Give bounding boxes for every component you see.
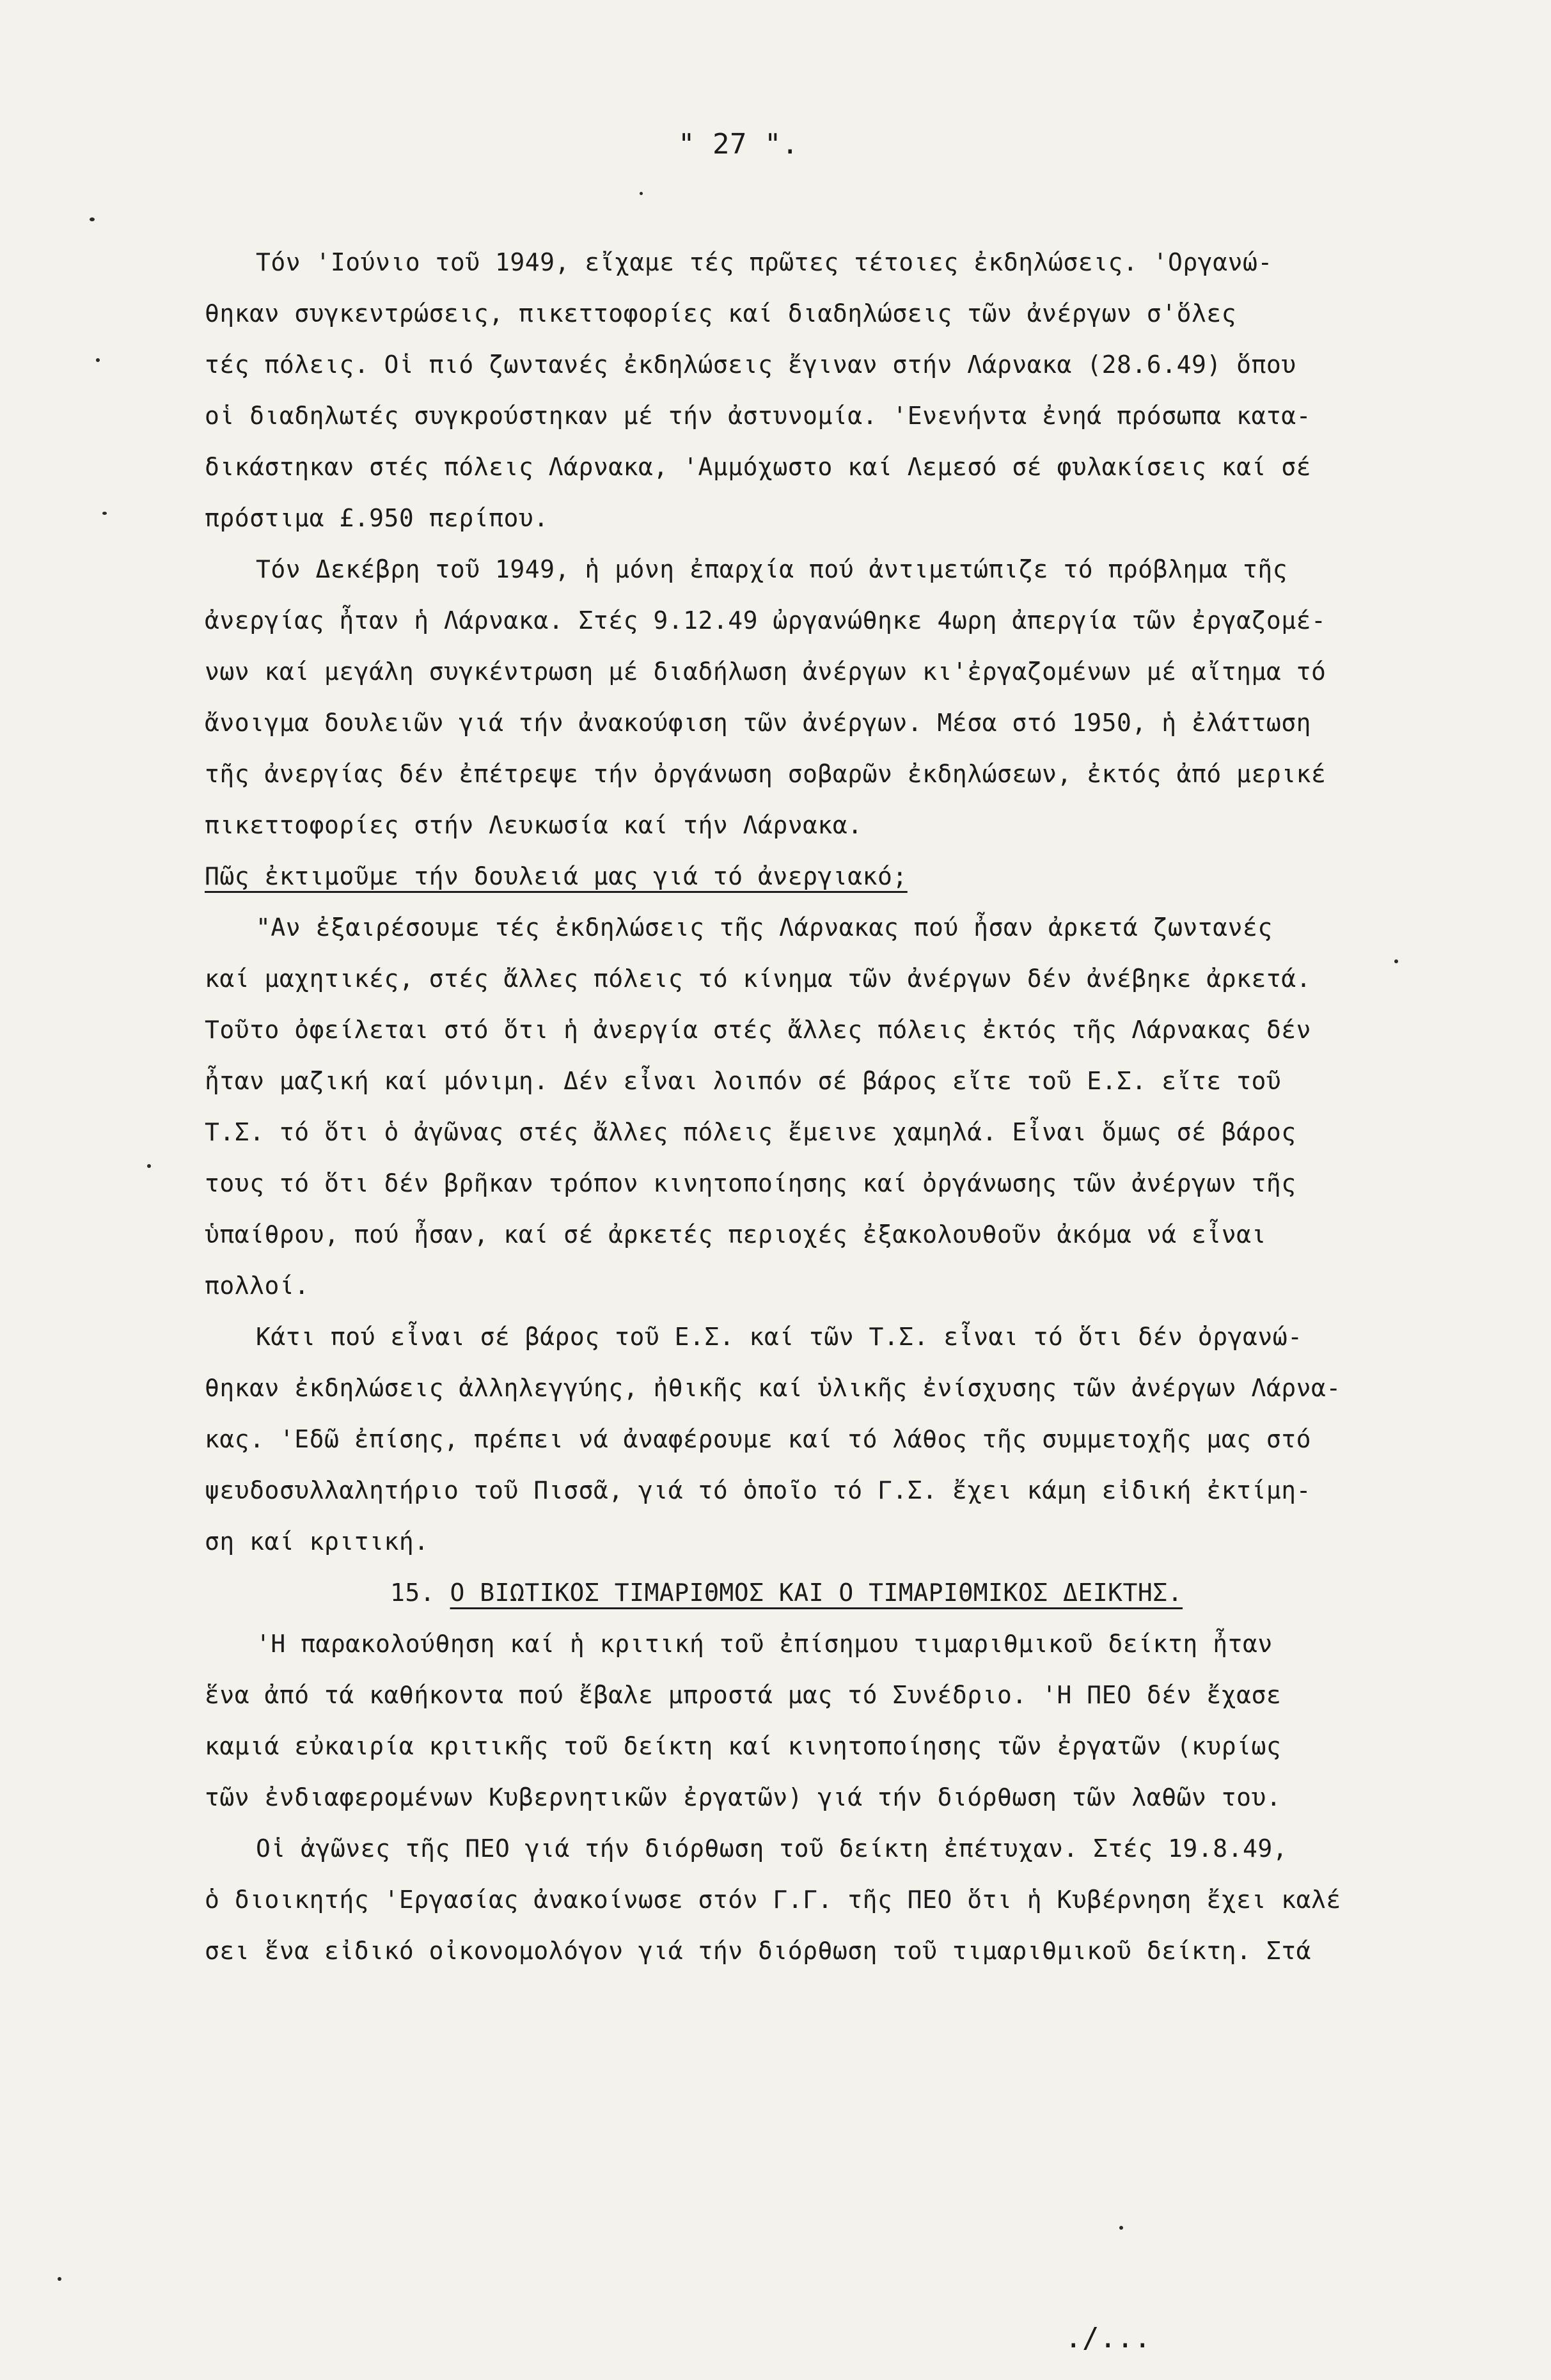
text-line: Τόν 'Ιούνιο τοῦ 1949, εἴχαμε τές πρῶτες τέτοιες ἐκδηλώσεις. 'Οργανώ- [256, 248, 1273, 276]
text-line: ἦταν μαζική καί μόνιμη. Δέν εἶναι λοιπόν σέ βάρος εἴτε τοῦ Ε.Σ. εἴτε τοῦ [205, 1067, 1282, 1095]
text-line: τῆς ἀνεργίας δέν ἐπέτρεψε τήν ὀργάνωση σοβαρῶν ἐκδηλώσεων, ἐκτός ἀπό μερικέ [205, 760, 1327, 788]
text-line: πρόστιμα £.950 περίπου. [205, 504, 549, 532]
subheading: Πῶς ἐκτιμοῦμε τήν δουλειά μας γιά τό ἀνεργιακό; [205, 862, 908, 890]
text-line: κας. 'Εδῶ ἐπίσης, πρέπει νά ἀναφέρουμε καί τό λάθος τῆς συμμετοχῆς μας στό [205, 1425, 1311, 1453]
scan-speck [1394, 959, 1398, 963]
text-line: τῶν ἐνδιαφερομένων Κυβερνητικῶν ἐργατῶν) γιά τήν διόρθωση τῶν λαθῶν του. [205, 1783, 1282, 1811]
text-line: ἕνα ἀπό τά καθήκοντα πού ἔβαλε μπροστά μας τό Συνέδριο. 'Η ΠΕΟ δέν ἔχασε [205, 1681, 1282, 1709]
text-line: 'Η παρακολούθηση καί ἡ κριτική τοῦ ἐπίσημου τιμαριθμικοῦ δείκτη ἦταν [256, 1630, 1273, 1658]
text-line: ὑπαίθρου, πού ἦσαν, καί σέ ἀρκετές περιοχές ἐξακολουθοῦν ἀκόμα νά εἶναι [205, 1220, 1266, 1249]
text-line: θηκαν συγκεντρώσεις, πικεττοφορίες καί διαδηλώσεις τῶν ἀνέργων σ'ὅλες [205, 299, 1237, 327]
text-line: οἱ διαδηλωτές συγκρούστηκαν μέ τήν ἀστυνομία. 'Ενενήντα ἐνηά πρόσωπα κατα- [205, 402, 1311, 430]
scan-speck [90, 217, 95, 221]
text-line: ση καί κριτική. [205, 1527, 429, 1556]
text-line: ἄνοιγμα δουλειῶν γιά τήν ἀνακούφιση τῶν ἀνέργων. Μέσα στό 1950, ἡ ἐλάττωση [205, 709, 1311, 737]
text-line: νων καί μεγάλη συγκέντρωση μέ διαδήλωση ἀνέργων κι'ἐργαζομένων μέ αἴτημα τό [205, 658, 1327, 686]
section-heading [205, 1567, 1497, 1618]
text-line: καμιά εὐκαιρία κριτικῆς τοῦ δείκτη καί κινητοποίησης τῶν ἐργατῶν (κυρίως [205, 1732, 1282, 1760]
page-number: " 27 ". [678, 128, 799, 161]
text-line: Κάτι πού εἶναι σέ βάρος τοῦ Ε.Σ. καί τῶν Τ.Σ. εἶναι τό ὅτι δέν ὀργανώ- [256, 1323, 1303, 1351]
scan-speck [96, 358, 100, 362]
text-line: Οἱ ἀγῶνες τῆς ΠΕΟ γιά τήν διόρθωση τοῦ δείκτη ἐπέτυχαν. Στές 19.8.49, [256, 1834, 1288, 1863]
scan-speck [102, 512, 107, 515]
text-line: Τ.Σ. τό ὅτι ὁ ἀγῶνας στές ἄλλες πόλεις ἔμεινε χαμηλά. Εἶναι ὅμως σέ βάρος [205, 1118, 1296, 1146]
text-line: καί μαχητικές, στές ἄλλες πόλεις τό κίνημα τῶν ἀνέργων δέν ἀνέβηκε ἀρκετά. [205, 965, 1311, 993]
text-line: πικεττοφορίες στήν Λευκωσία καί τήν Λάρνακα. [205, 811, 863, 839]
section-number: 15. [390, 1579, 436, 1607]
text-line: δικάστηκαν στές πόλεις Λάρνακα, 'Αμμόχωστο καί Λεμεσό σέ φυλακίσεις καί σέ [205, 453, 1311, 481]
scan-speck [58, 2277, 61, 2281]
scan-speck [640, 192, 643, 195]
text-line: θηκαν ἐκδηλώσεις ἀλληλεγγύης, ἠθικῆς καί ὑλικῆς ἐνίσχυσης τῶν ἀνέργων Λάρνα- [205, 1374, 1341, 1402]
text-line: "Αν ἐξαιρέσουμε τές ἐκδηλώσεις τῆς Λάρνακας πού ἦσαν ἀρκετά ζωντανές [256, 913, 1273, 942]
text-line: πολλοί. [205, 1272, 310, 1300]
body-text [205, 237, 1497, 1976]
text-line: Τόν Δεκέβρη τοῦ 1949, ἡ μόνη ἐπαρχία πού ἀντιμετώπιζε τό πρόβλημα τῆς [256, 555, 1288, 583]
subheading-line [205, 851, 1497, 902]
continuation-mark: ./... [1065, 2322, 1151, 2354]
text-line: ψευδοσυλλαλητήριο τοῦ Πισσᾶ, γιά τό ὁποῖο τό Γ.Σ. ἔχει κάμη εἰδική ἐκτίμη- [205, 1476, 1311, 1504]
section-title: Ο ΒΙΩΤΙΚΟΣ ΤΙΜΑΡΙΘΜΟΣ ΚΑΙ Ο ΤΙΜΑΡΙΘΜΙΚΟΣ ΔΕΙΚΤΗΣ. [450, 1579, 1183, 1607]
text-line: σει ἕνα εἰδικό οἰκονομολόγον γιά τήν διόρθωση τοῦ τιμαριθμικοῦ δείκτη. Στά [205, 1937, 1311, 1965]
text-line: τές πόλεις. Οἱ πιό ζωντανές ἐκδηλώσεις ἔγιναν στήν Λάρνακα (28.6.49) ὅπου [205, 351, 1296, 379]
text-line: ὁ διοικητής 'Εργασίας ἀνακοίνωσε στόν Γ.Γ. τῆς ΠΕΟ ὅτι ἡ Κυβέρνηση ἔχει καλέ [205, 1886, 1341, 1914]
text-line: ἀνεργίας ἦταν ἡ Λάρνακα. Στές 9.12.49 ὠργανώθηκε 4ωρη ἀπεργία τῶν ἐργαζομέ- [205, 606, 1327, 634]
scan-speck [147, 1164, 151, 1168]
scan-speck [1119, 2226, 1123, 2230]
text-line: τους τό ὅτι δέν βρῆκαν τρόπον κινητοποίησης καί ὀργάνωσης τῶν ἀνέργων τῆς [205, 1169, 1296, 1197]
text-line: Τοῦτο ὀφείλεται στό ὅτι ἡ ἀνεργία στές ἄλλες πόλεις ἐκτός τῆς Λάρνακας δέν [205, 1016, 1311, 1044]
